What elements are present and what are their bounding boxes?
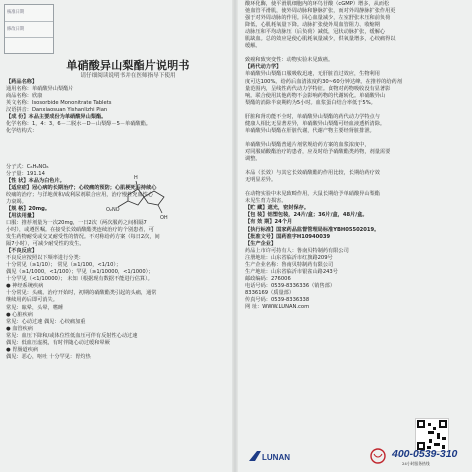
left-text-line <box>6 149 228 156</box>
left-text-line: 【药品名称】 <box>6 79 38 85</box>
left-text-line: 常见：心动过速 偶见：心绞痛加重 <box>6 318 86 325</box>
svg-text:O₂NO: O₂NO <box>106 207 120 213</box>
right-text-line: 8336169（质量部） <box>245 289 295 296</box>
right-text-line: 单硝酸异山梨酯在肝脏代谢，代谢产物主要经肾脏排泄。 <box>245 127 375 134</box>
left-text-line: ● 血管疾病 <box>6 325 33 332</box>
right-text-line: 梨酯的消除半衰期约为5小时。血浆蛋白结合率低于5%。 <box>245 99 376 106</box>
right-text-line: 响。联合使用其他药物不会影响药物的代谢转化。单硝酸异山 <box>245 92 386 99</box>
left-text-line: 【规 格】20mg。 <box>6 205 51 212</box>
right-text-line <box>245 135 465 142</box>
left-text-line: 【成 份】本品主要成份为单硝酸异山梨酯。 <box>6 114 107 121</box>
left-text-line: 化学结构式： <box>6 128 38 135</box>
left-text-line: 化学名称：1，4：3，6－二脱水－D－山梨醇－5－单硝酸酯。 <box>6 121 151 128</box>
left-text-line: 常见：眩晕，头晕，嗜睡 <box>6 304 64 311</box>
right-text-line: 注册地址：山东省临沂市红旗路209号 <box>245 254 333 261</box>
left-text-line: 分子量：191.14 <box>6 170 45 177</box>
right-column-text <box>245 1 465 311</box>
left-text-line: 偶见（≥1/1000，<1/100）；罕见（≥1/10000，<1/1000）； <box>6 269 154 276</box>
right-text-line: 电话号码：0539-8336336（销售部） <box>245 282 336 289</box>
left-text-line <box>6 135 228 142</box>
right-text-line: 肌缺血。总的效应是使心肌耗氧量减少，供氧量增多，心绞痛得以 <box>245 36 396 43</box>
left-text-line: 力衰竭。 <box>6 198 27 205</box>
right-text-line: 致癌和致突变性：动物实验未见致癌。 <box>245 57 334 64</box>
left-text-line: 口服：推荐剂量为一次20mg，一日2次（两次服药之间相隔7 <box>6 219 147 226</box>
right-text-line: 调整。 <box>245 156 261 163</box>
right-text-line: 未见生育力损害。 <box>245 198 287 205</box>
right-text-line: 【药代动力学】 <box>245 64 282 71</box>
right-text-line: 邮政编码：276006 <box>245 275 291 282</box>
left-text-line: 偶见：恶心，呕吐 十分罕见：胃灼热 <box>6 353 91 360</box>
left-text-line <box>6 142 228 149</box>
right-text-line: 药品上市许可持有人：鲁南贝特制药有限公司 <box>245 247 349 254</box>
left-text-line: 【不良反应】 <box>6 248 38 255</box>
logo-text: LUNAN <box>262 453 290 462</box>
right-text-line: 在动物实验中未见致畸作用，大鼠长期给予单硝酸异山梨酯 <box>245 191 380 198</box>
right-text-line: 强于对外周动脉的作用。回心血量减少，左室舒张末压和前负荷 <box>245 15 391 22</box>
right-text-line: 量范围内，呈线性药代动力学特征。食物对药物吸收没有显著影 <box>245 85 391 92</box>
left-text-line: 隔7小时），可减少耐受性的发生。 <box>6 241 85 248</box>
right-text-line: 对同服硝酸酯治疗的患者，应及时给予硝酸酯类药物，剂量需要 <box>245 148 391 155</box>
right-text-line: 传真号码：0539-8336338 <box>245 296 310 303</box>
right-text-line: 降低，心肌耗氧量下降。动脉扩张使外周血管阻力、收缩期 <box>245 22 380 29</box>
right-text-line: 【批准文号】国药准字H10940039 <box>245 233 331 240</box>
right-text-line: 缓解。 <box>245 43 261 50</box>
right-text-line: 单硝酸异山梨酯口服吸收迅速，无肝脏首过效应，生物利用 <box>245 71 380 78</box>
left-text-line: 分子式：C₆H₉NO₆ <box>6 163 49 170</box>
left-text-line <box>6 157 228 164</box>
left-text-line: 通用名称：单硝酸异山梨酯片 <box>6 86 74 93</box>
left-text-line: 【性 状】本品为白色片。 <box>6 177 65 184</box>
right-text-line: 本品（长效）与其它长效硝酸酯的作用比较，长期给药疗效 <box>245 170 380 177</box>
right-text-line: 【有 效 期】24个月 <box>245 219 293 226</box>
revision-date-label: 修改日期 <box>5 22 53 39</box>
right-text-line: 【执行标准】国家药品监督管理局标准YBH05502019。 <box>245 226 380 233</box>
chemical-structure-diagram <box>104 167 176 227</box>
svg-text:H: H <box>134 175 138 181</box>
stamp-empty-row <box>5 38 53 54</box>
left-text-line: 英文名称：Isosorbide Mononitrate Tablets <box>6 100 112 107</box>
left-text-line: ● 神经系统疾病 <box>6 283 44 290</box>
right-text-line: 动脉压和平均动脉压（后负荷）减低，冠状动脉扩张，缓解心 <box>245 29 386 36</box>
left-text-line: 绞痛的治疗；与洋地黄和/或利尿剂联合应用，治疗慢性充血性心 <box>6 191 153 198</box>
left-text-line: 汉语拼音：Danxiaosuan Yishanlizhi Pian <box>6 107 108 114</box>
right-text-line: 【贮 藏】遮光，密封保存。 <box>245 205 310 212</box>
hotline-caption: 24小时服务热线 <box>402 461 430 466</box>
right-text-line: 无明显差异。 <box>245 177 277 184</box>
right-text-line <box>245 107 465 114</box>
left-text-line: ● 胃肠道疾病 <box>6 346 39 353</box>
left-text-line: 十分罕见（<1/10000）； 未知（根据现有数据不能进行估算）。 <box>6 276 153 283</box>
left-text-line: 商品名称：欣康 <box>6 93 43 100</box>
left-text-line: 【用法用量】 <box>6 212 38 219</box>
right-text-line: 网 址：WWW.LUNAN.com <box>245 304 310 311</box>
document-title: 单硝酸异山梨酯片说明书 <box>66 59 190 72</box>
approval-date-label: 核准日期 <box>5 5 53 22</box>
page-fold <box>232 0 238 472</box>
right-text-line: 【生产企业】 <box>245 240 277 247</box>
document-subtitle: 请仔细阅读说明书并在医师指导下使用 <box>80 73 176 79</box>
right-text-line: 生产企业名称：鲁南贝特制药有限公司 <box>245 261 334 268</box>
right-text-line: 健康人相比无显著差异，单硝酸异山梨酯可经血液透析清除。 <box>245 120 386 127</box>
right-text-line: 弛血管平滑肌，使外周动脉和静脉扩张，而对外周静脉扩张作用更 <box>245 8 396 15</box>
left-text-line: 常见：血压下降和/或体位性低血压可伴有反射性心动过速 <box>6 332 138 339</box>
left-text-line: 【适应症】冠心病的长期治疗；心绞痛的预防；心肌梗死后持续心 <box>6 184 157 191</box>
lunan-logo <box>247 447 291 465</box>
left-text-line: 发生药物耐受或交叉耐受性的情况。不对称给药方案（每日2次，间 <box>6 234 160 241</box>
left-text-line: 继续用药后即可消失。 <box>6 297 58 304</box>
svg-text:OH: OH <box>160 215 168 221</box>
left-text-line: 偶见：低血压虚脱，有时伴随心动过缓和晕厥 <box>6 339 110 346</box>
approval-stamp-box <box>4 4 54 54</box>
left-text-line: 小时），或遵医嘱。在接受长效硝酸酯类连续治疗的个别患者，可 <box>6 226 154 233</box>
left-text-line: 十分常见：头痛。治疗开始时，初期的硝酸酯类引起的头痛，通常 <box>6 290 157 297</box>
service-hotline[interactable]: 400-0539-310 <box>392 448 458 460</box>
right-text-line: 生产地址：山东省临沂市银雀山路243号 <box>245 268 338 275</box>
right-text-line: 度可达100%。给药后血清浓度约30~60分钟达峰。在推荐的给药剂 <box>245 78 402 85</box>
left-text-line: 不良反应按照以下频率进行分类： <box>6 255 84 262</box>
right-text-line: 肝脏和肾功能不全时，单硝酸异山梨酯的药代动力学特点与 <box>245 113 380 120</box>
left-text-line: ● 心脏疾病 <box>6 311 33 318</box>
right-text-line: 【包 装】铝塑包装，24片/盒；36片/盒，48片/盒。 <box>245 212 368 219</box>
left-text-line: 十分常见（≥1/10）； 常见（≥1/100，<1/10）； <box>6 262 122 269</box>
right-text-line: 单硝酸异山梨酯普通片剂常规给药方案的血浆浓度中， <box>245 141 370 148</box>
right-text-line: 酸环化酶，使平滑肌细胞内的环鸟苷酸（cGMP）增多，从而松 <box>245 1 390 7</box>
